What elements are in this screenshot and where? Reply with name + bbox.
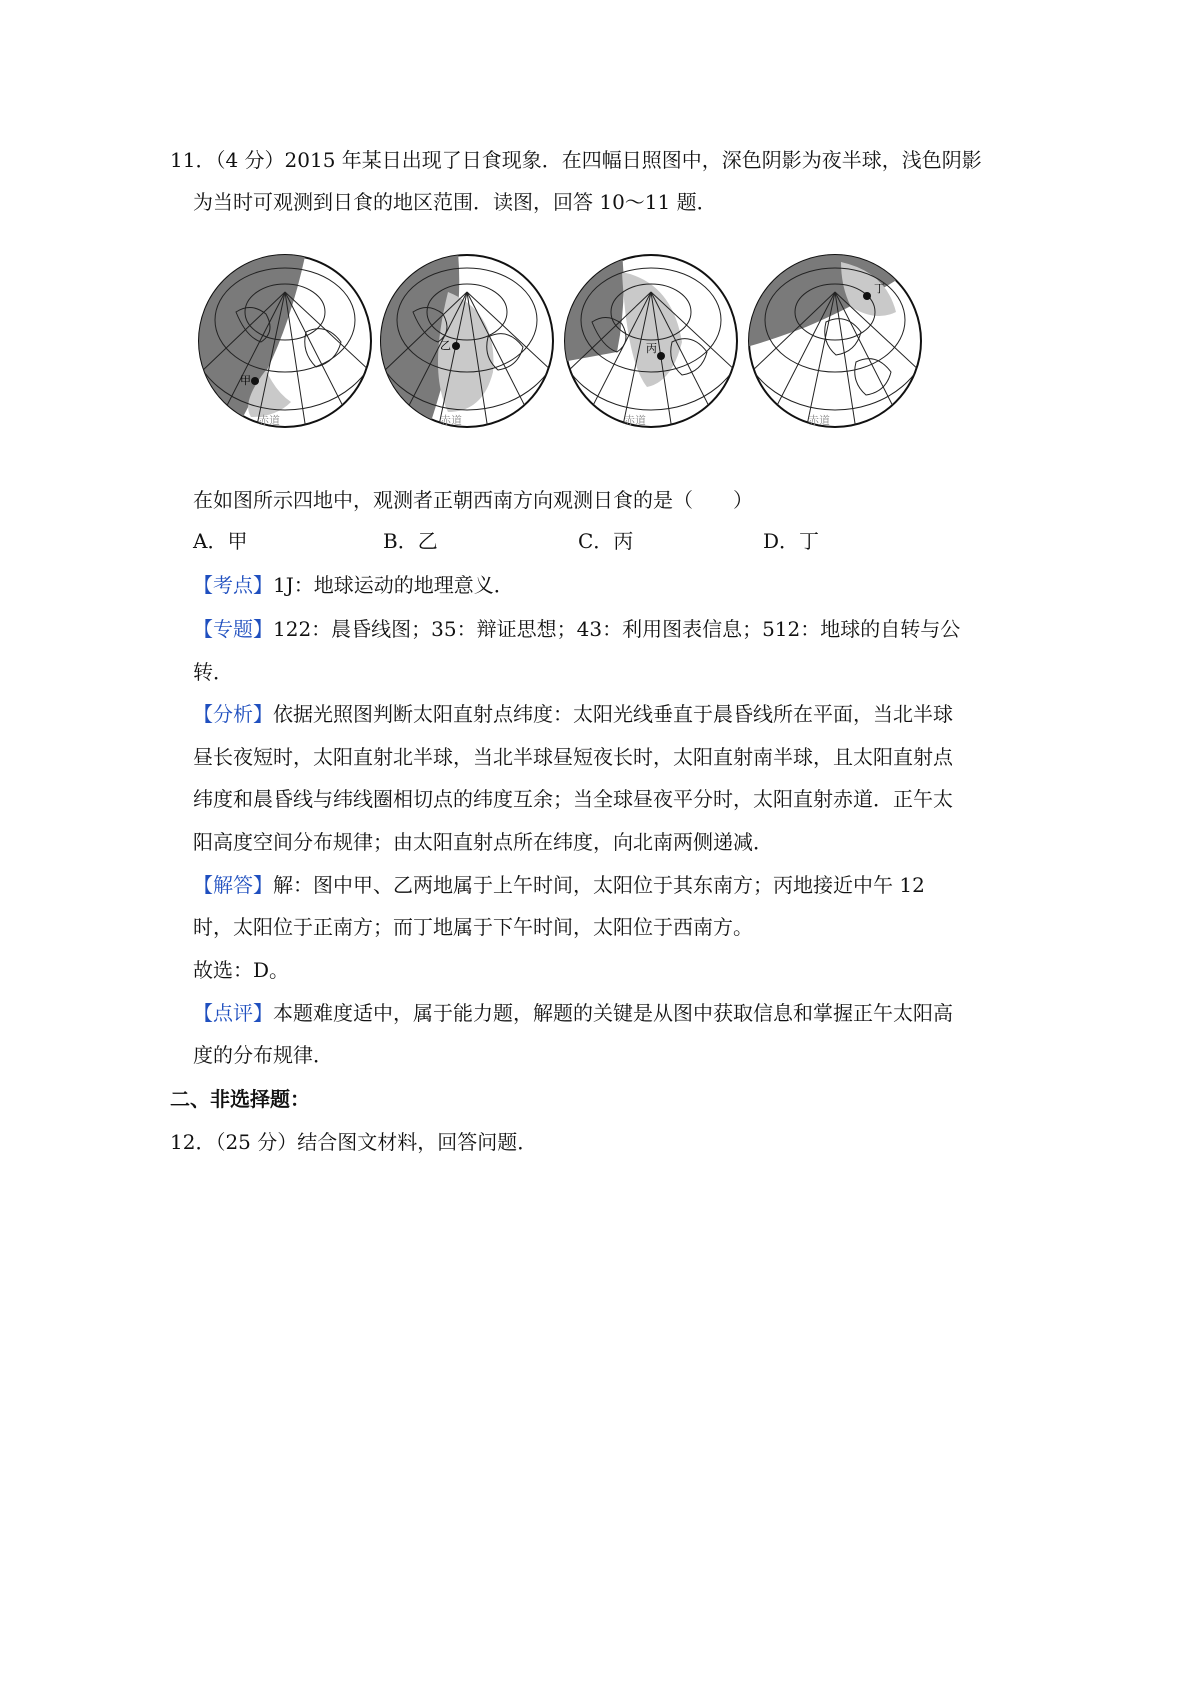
fenxi-line1: [193, 700, 953, 728]
globe-ding-place: 丁: [874, 282, 885, 295]
globe-yi-place: 乙: [440, 339, 451, 352]
zhuanti-text1: 122：晨昏线图；35：辩证思想；43：利用图表信息；512：地球的自转与公: [273, 617, 961, 641]
fenxi-text1: 依据光照图判断太阳直射点纬度：太阳光线垂直于晨昏线所在平面，当北半球: [273, 702, 953, 726]
q12-line: 12．（25 分）结合图文材料，回答问题．: [170, 1130, 538, 1154]
jieda-line1: [193, 871, 925, 899]
place-marker-yi: [452, 342, 460, 350]
sunlight-figure: [210, 252, 940, 450]
zhuanti-line2: 转．: [193, 660, 233, 684]
jieda-line2: 时，太阳位于正南方；而丁地属于下午时间，太阳位于西南方。: [193, 915, 753, 939]
kaodian-line: [193, 571, 514, 599]
place-marker-bing: [657, 352, 665, 360]
kaodian-text: 1J：地球运动的地理意义．: [273, 573, 514, 597]
globe-yi: [378, 252, 556, 448]
globe-bing: [562, 252, 740, 448]
option-c: C．丙: [578, 529, 634, 553]
jieda-text1: 解：图中甲、乙两地属于上午时间，太阳位于其东南方；丙地接近中午 12: [273, 873, 925, 897]
jieda-tag: 【解答】: [193, 873, 273, 897]
fenxi-tag: 【分析】: [193, 702, 273, 726]
globe-jia: [196, 252, 374, 448]
dianping-line2: 度的分布规律．: [193, 1043, 333, 1067]
globe-ding-equator: 赤道: [808, 414, 830, 427]
fenxi-line2: 昼长夜短时，太阳直射北半球，当北半球昼短夜长时，太阳直射南半球，且太阳直射点: [193, 745, 953, 769]
section-2-heading: 二、非选择题：: [170, 1087, 310, 1111]
answer-line: 故选：D。: [193, 958, 290, 982]
dianping-tag: 【点评】: [193, 1001, 273, 1025]
q11-stem: 在如图所示四地中，观测者正朝西南方向观测日食的是（ ）: [193, 488, 753, 512]
dianping-text1: 本题难度适中，属于能力题，解题的关键是从图中获取信息和掌握正午太阳高: [273, 1001, 953, 1025]
globe-yi-equator: 赤道: [440, 414, 462, 427]
globe-ding: [746, 252, 924, 448]
fenxi-line4: 阳高度空间分布规律；由太阳直射点所在纬度，向北南两侧递减．: [193, 830, 773, 854]
place-marker-ding: [863, 292, 871, 300]
globe-jia-equator: 赤道: [258, 414, 280, 427]
place-marker-jia: [251, 377, 259, 385]
q11-line1: 11．（4 分）2015 年某日出现了日食现象．在四幅日照图中，深色阴影为夜半球，浅色阴影: [170, 148, 982, 172]
globe-bing-equator: 赤道: [624, 414, 646, 427]
option-d: D．丁: [763, 529, 820, 553]
globe-jia-place: 甲: [240, 374, 251, 387]
zhuanti-tag: 【专题】: [193, 617, 273, 641]
option-b: B．乙: [383, 529, 438, 553]
fenxi-line3: 纬度和晨昏线与纬线圈相切点的纬度互余；当全球昼夜平分时，太阳直射赤道．正午太: [193, 787, 953, 811]
q11-line2: 为当时可观测到日食的地区范围．读图，回答 10～11 题．: [193, 190, 717, 214]
zhuanti-line1: [193, 615, 960, 643]
globe-bing-place: 丙: [646, 342, 657, 355]
option-a: A．甲: [193, 529, 248, 553]
kaodian-tag: 【考点】: [193, 573, 273, 597]
dianping-line1: [193, 999, 953, 1027]
